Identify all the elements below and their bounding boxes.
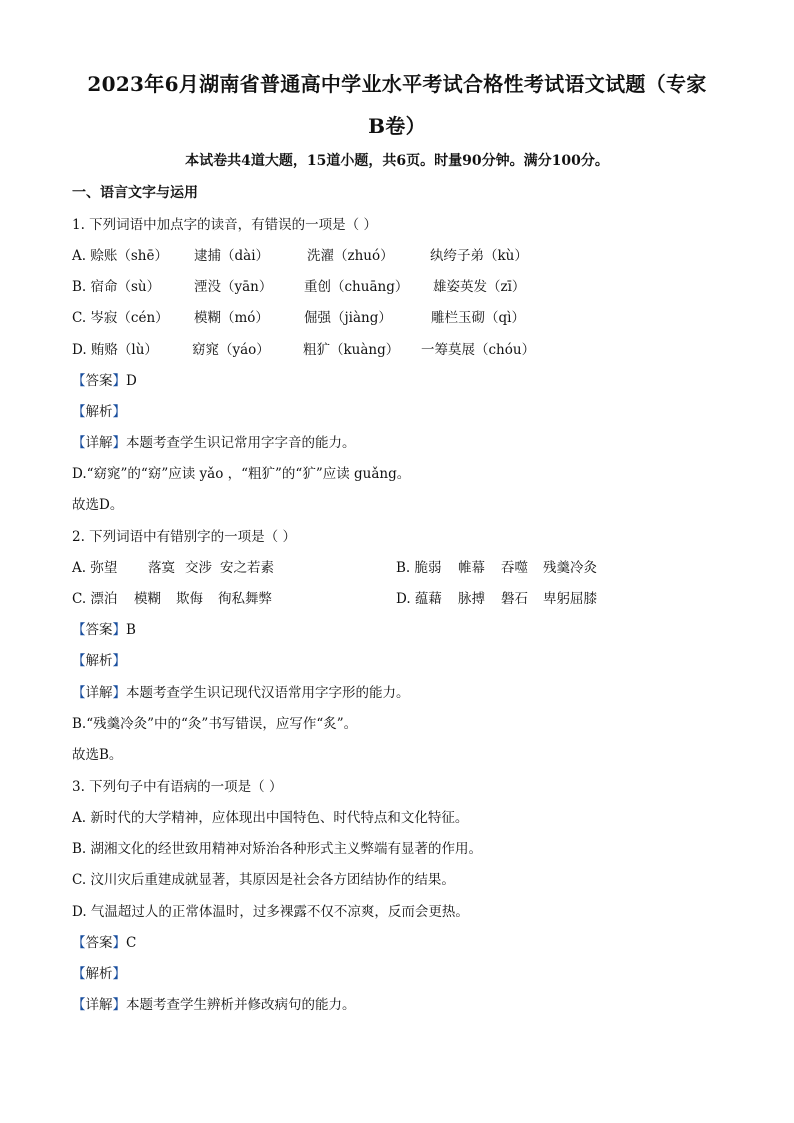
question-3-stem: 3. 下列句子中有语病的一项是（ ） <box>72 779 283 795</box>
bracket-right: 】 <box>112 373 126 389</box>
answer-value: B <box>126 622 136 638</box>
option-word: 窈窕（yáo） <box>192 342 270 358</box>
bracket-right: 】 <box>112 622 126 638</box>
document-title-line-2: B卷） <box>368 114 426 138</box>
option-word: B. 脆弱 <box>396 560 442 576</box>
bracket-left: 【 <box>72 653 86 669</box>
bracket-right: 】 <box>112 966 126 982</box>
option-word: 雕栏玉砌（qì） <box>431 310 525 326</box>
bracket-left: 【 <box>72 685 86 701</box>
option-word: 模糊（mó） <box>194 310 269 326</box>
question-1-detail <box>72 431 356 451</box>
option-word: C. 漂泊 <box>72 591 118 607</box>
question-2-choice: 故选B。 <box>72 747 123 763</box>
question-3-option-a: A. 新时代的大学精神，应体现出中国特色、时代特点和文化特征。 <box>72 810 469 826</box>
answer-label: 答案 <box>85 622 113 638</box>
detail-text: 本题考查学生识记现代汉语常用字字形的能力。 <box>126 685 410 701</box>
option-word: 落寞 <box>148 560 175 576</box>
bracket-right: 】 <box>112 404 126 420</box>
question-3-detail <box>72 993 356 1013</box>
question-2-explanation: B.“残羹冷灸”中的“灸”书写错误，应写作“炙”。 <box>72 716 358 732</box>
bracket-left: 【 <box>72 997 86 1013</box>
question-2-detail <box>72 681 410 701</box>
question-2-option-a <box>72 556 392 576</box>
option-word: 洗濯（zhuó） <box>307 248 394 264</box>
detail-label: 详解 <box>85 435 113 451</box>
option-word: 脉搏 <box>458 591 485 607</box>
question-2-answer <box>72 618 136 638</box>
option-word: 一筹莫展（chóu） <box>421 342 536 358</box>
option-word: D. 贿赂（lù） <box>72 342 158 358</box>
option-word: 卑躬屈膝 <box>543 591 597 607</box>
bracket-right: 】 <box>112 435 126 451</box>
option-word: A. 赊账（shē） <box>72 248 168 264</box>
question-3-option-c: C. 汶川灾后重建成就显著，其原因是社会各方团结协作的结果。 <box>72 872 455 888</box>
question-2-option-d <box>396 587 726 607</box>
question-1-option-d <box>72 338 732 358</box>
option-word: 倔强（jiàng） <box>304 310 392 326</box>
option-word: 磐石 <box>501 591 528 607</box>
analysis-label: 解析 <box>85 966 113 982</box>
option-word: 徇私舞弊 <box>218 591 272 607</box>
bracket-left: 【 <box>72 404 86 420</box>
option-word: 吞噬 <box>501 560 528 576</box>
bracket-left: 【 <box>72 966 86 982</box>
question-1-analysis <box>72 400 126 420</box>
option-word: D. 蕴藉 <box>396 591 442 607</box>
answer-value: D <box>126 373 137 389</box>
option-word: 粗犷（kuàng） <box>303 342 400 358</box>
option-word: B. 宿命（sù） <box>72 279 161 295</box>
option-word: 纨绔子弟（kù） <box>430 248 528 264</box>
question-1-answer <box>72 369 137 389</box>
question-3-option-b: B. 湖湘文化的经世致用精神对矫治各种形式主义弊端有显著的作用。 <box>72 841 483 857</box>
bracket-left: 【 <box>72 622 86 638</box>
option-word: 帷幕 <box>458 560 485 576</box>
question-3-option-d: D. 气温超过人的正常体温时，过多裸露不仅不凉爽，反而会更热。 <box>72 904 469 920</box>
answer-value: C <box>126 935 137 951</box>
question-2-stem: 2. 下列词语中有错别字的一项是（ ） <box>72 529 296 545</box>
option-word: 模糊 <box>134 591 161 607</box>
option-word: 安之若素 <box>220 560 274 576</box>
detail-label: 详解 <box>85 997 113 1013</box>
analysis-label: 解析 <box>85 653 113 669</box>
analysis-label: 解析 <box>85 404 113 420</box>
bracket-right: 】 <box>112 997 126 1013</box>
option-word: C. 岑寂（cén） <box>72 310 169 326</box>
answer-label: 答案 <box>85 373 113 389</box>
question-2-option-b <box>396 556 726 576</box>
question-1-stem: 1. 下列词语中加点字的读音，有错误的一项是（ ） <box>72 217 377 233</box>
bracket-left: 【 <box>72 435 86 451</box>
detail-label: 详解 <box>85 685 113 701</box>
option-word: 残羹冷灸 <box>543 560 597 576</box>
detail-text: 本题考查学生识记常用字字音的能力。 <box>126 435 356 451</box>
bracket-right: 】 <box>112 685 126 701</box>
bracket-left: 【 <box>72 935 86 951</box>
question-2-analysis <box>72 649 126 669</box>
option-word: 逮捕（dài） <box>194 248 270 264</box>
option-word: 欺侮 <box>176 591 203 607</box>
option-word: 雄姿英发（zī） <box>433 279 526 295</box>
section-heading: 一、语言文字与运用 <box>72 185 198 201</box>
bracket-left: 【 <box>72 373 86 389</box>
question-1-choice: 故选D。 <box>72 497 124 513</box>
answer-label: 答案 <box>85 935 113 951</box>
question-1-option-a <box>72 244 732 264</box>
question-3-answer <box>72 931 136 951</box>
question-2-option-c <box>72 587 392 607</box>
question-1-explanation: D.“窈窕”的“窈”应读 yǎo ，“粗犷”的“犷”应读 guǎng。 <box>72 466 411 482</box>
question-1-option-b <box>72 275 732 295</box>
exam-info: 本试卷共4道大题，15道小题，共6页。时量90分钟。满分100分。 <box>185 153 609 169</box>
question-1-option-c <box>72 306 732 326</box>
detail-text: 本题考查学生辨析并修改病句的能力。 <box>126 997 356 1013</box>
option-word: 交涉 <box>185 560 212 576</box>
option-word: 重创（chuāng） <box>304 279 409 295</box>
option-word: A. 弥望 <box>72 560 118 576</box>
document-title-line-1: 2023年6月湖南省普通高中学业水平考试合格性考试语文试题（专家 <box>87 72 707 96</box>
question-3-analysis <box>72 962 126 982</box>
bracket-right: 】 <box>112 935 126 951</box>
bracket-right: 】 <box>112 653 126 669</box>
option-word: 湮没（yān） <box>194 279 273 295</box>
